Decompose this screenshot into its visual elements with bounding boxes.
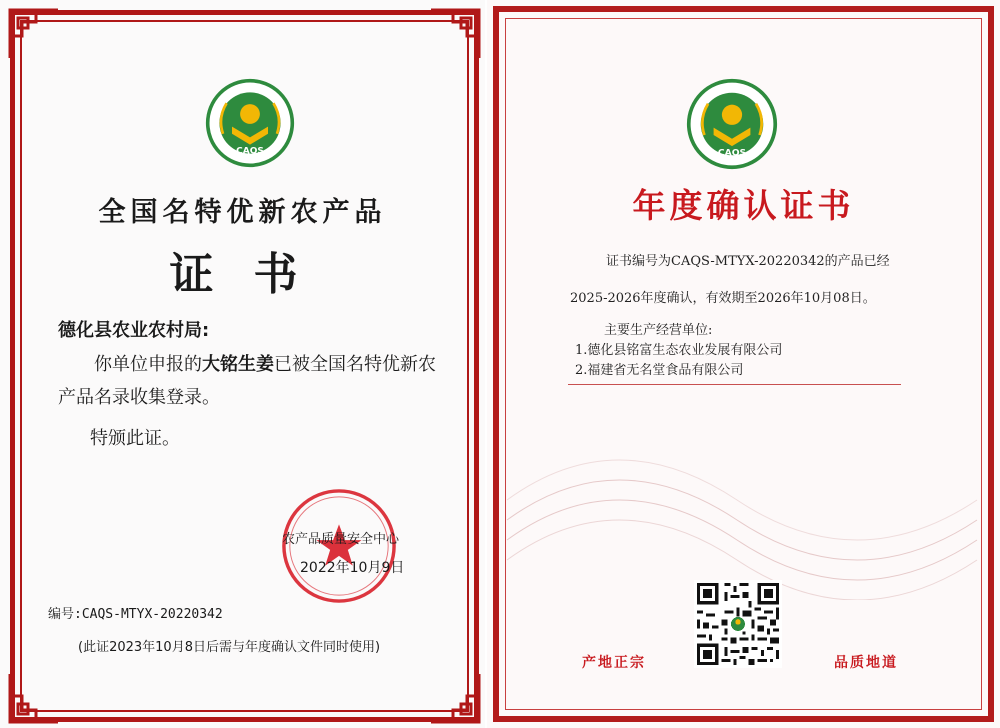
left-certificate: [0, 0, 485, 728]
body-prefix: 你单位申报的: [94, 354, 202, 375]
producer-item: 2.福建省无名堂食品有限公司: [575, 363, 744, 378]
corner-ornament-icon: [427, 670, 483, 726]
logo-mark-text: CAQS: [236, 146, 264, 157]
closing-text: 特颁此证。: [90, 428, 180, 449]
logo-mark-text: CAQS: [717, 147, 747, 159]
usage-note: (此证2023年10月8日后需与年度确认文件同时使用): [78, 640, 381, 655]
recipient: 德化县农业农村局:: [58, 320, 210, 341]
body-suffix: 已被全国名特优新农产品名录收集登录。: [58, 354, 436, 408]
issuer-name: 农产品质量安全中心: [282, 532, 400, 547]
certificate-body: [58, 348, 448, 414]
divider: [568, 384, 901, 385]
issue-date: 2022年10月9日: [300, 560, 405, 576]
corner-ornament-icon: [6, 6, 62, 62]
qr-code-icon: [694, 580, 782, 668]
motto-left: 产地正宗: [582, 655, 646, 671]
product-name: 大铭生姜: [202, 354, 274, 375]
certificate-line-1: 证书编号为CAQS-MTYX-20220342的产品已经: [606, 254, 890, 269]
motto-right: 品质地道: [834, 655, 898, 671]
producer-item: 1.德化县铭富生态农业发展有限公司: [575, 343, 783, 358]
caqs-logo-icon: [686, 78, 778, 170]
certificate-line-2: 2025-2026年度确认，有效期至2026年10月08日。: [570, 291, 876, 306]
corner-ornament-icon: [6, 670, 62, 726]
certificate-title: 全国名特优新农产品: [98, 197, 387, 228]
certificate-title: 年度确认证书: [632, 186, 855, 225]
certificate-number: 编号:CAQS-MTYX-20220342: [48, 607, 223, 622]
producers-label: 主要生产经营单位:: [604, 323, 713, 338]
corner-ornament-icon: [427, 6, 483, 62]
guilloche-pattern-icon: [487, 380, 1000, 600]
caqs-logo-icon: [205, 78, 295, 168]
certificate-subtitle: 证书: [169, 249, 338, 300]
